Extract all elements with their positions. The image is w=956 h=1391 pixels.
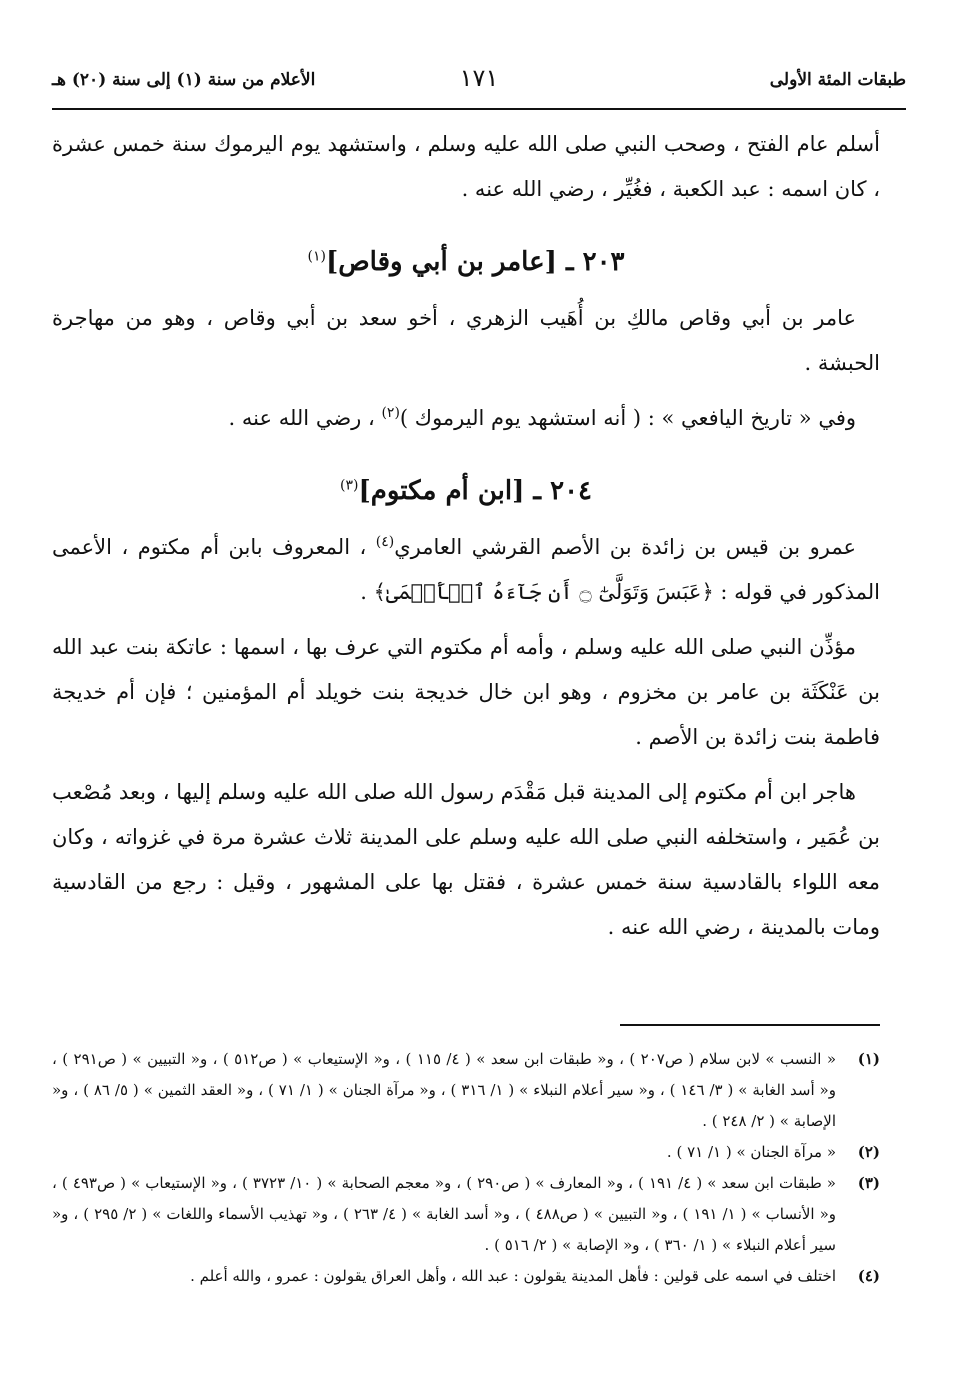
header-section-title: الأعلام من سنة (١) إلى سنة (٢٠) هـ: [52, 70, 316, 90]
footnote-number: (٤): [857, 1267, 880, 1285]
entry-204-paragraph-1-text: عمرو بن قيس بن زائدة بن الأصم القرشي العامري: [394, 535, 856, 559]
footnote-item: [52, 1044, 880, 1137]
entry-204-paragraph-1-end: ، المعروف بابن أم مكتوم ، الأعمى المذكور في قوله : ﴿عَبَسَ وَتَوَلَّىٰٓ ۝ أَن جَآءَهُ ٱلۡأَعۡمَىٰ﴾ .: [52, 535, 880, 604]
footnote-text: « النسب » لابن سلام ( ص٢٠٧ ) ، و« طبقات ابن سعد » ( ٤/ ١١٥ ) ، و« الإستيعاب » ( ص٥١٢ ) ، و« التبيين » ( ص٢٩١ ) ، و« أسد الغابة » ( ٣/ ١٤٦ ) ، و« سير أعلام النبلاء » ( ١/ ٣١٦ ) ، و« مرآة الجنان » ( ١/ ٧١ ) ، و« العقد الثمين » ( ٥/ ٨٦ ) ، و« الإصابة » ( ٢/ ٢٤٨ ) .: [52, 1050, 836, 1130]
footnote-item: [52, 1168, 880, 1261]
entry-204-paragraph-2: مؤذِّن النبي صلى الله عليه وسلم ، وأمه أم مكتوم التي عرف بها ، اسمها : عاتكة بنت عبد الله بن عَنْكَثَة بن عامر بن مخزوم ، وهو ابن خال خديجة بنت خويلد أم المؤمنين ؛ فإن أم خديجة فاطمة بنت زائدة بن الأصم .: [52, 635, 880, 749]
entry-203-title: [52, 240, 880, 284]
footnote-ref-2: (٢): [381, 405, 400, 421]
footnote-item: [52, 1137, 880, 1168]
footnote-text: اختلف في اسمه على قولين : فأهل المدينة يقولون : عبد الله ، وأهل العراق يقولون : عمرو ، والله أعلم .: [190, 1267, 836, 1285]
intro-paragraph: أسلم عام الفتح ، وصحب النبي صلى الله عليه وسلم ، واستشهد يوم اليرموك سنة خمس عشرة ، كان اسمه : عبد الكعبة ، فغُيِّر ، رضي الله عنه .: [52, 132, 880, 201]
entry-203-paragraph-2-text: وفي « تاريخ اليافعي » : ( أنه استشهد يوم اليرموك ): [399, 406, 856, 430]
entry-204-title: [52, 469, 880, 513]
entry-203-title-text: ٢٠٣ ـ [عامر بن أبي وقاص]: [325, 247, 625, 277]
entry-203-paragraph-1: عامر بن أبي وقاص مالكِ بن أُهَيب الزهري ، أخو سعد بن أبي وقاص ، وهو من مهاجرة الحبشة .: [52, 306, 880, 375]
footnote-text: « مرآة الجنان » ( ١/ ٧١ ) .: [666, 1143, 836, 1161]
running-header: [52, 64, 906, 104]
page-number: ١٧١: [459, 64, 499, 92]
entry-203-paragraph-2-end: ، رضي الله عنه .: [228, 406, 382, 430]
entry-204-paragraph-1: [52, 525, 880, 615]
footnote-text: « طبقات ابن سعد » ( ٤/ ١٩١ ) ، و« المعارف » ( ص٢٩٠ ) ، و« معجم الصحابة » ( ١٠/ ٣٧٢٣ ) ، و« الإستيعاب » ( ص٤٩٣ ) ، و« الأنساب » ( ١/ ١٩١ ) ، و« التبيين » ( ص٤٨٨ ) ، و« أسد الغابة » ( ٤/ ٢٦٣ ) ، و« تهذيب الأسماء واللغات » ( ٢/ ٢٩٥ ) ، و« سير أعلام النبلاء » ( ١/ ٣٦٠ ) ، و« الإصابة » ( ٢/ ٥١٦ ) .: [52, 1174, 837, 1254]
footnote-number: (٢): [857, 1143, 880, 1161]
entry-204-paragraph-3: هاجر ابن أم مكتوم إلى المدينة قبل مَقْدَم رسول الله صلى الله عليه وسلم إليها ، وبعد مُصْعب بن عُمَير ، واستخلفه النبي صلى الله عليه وسلم على المدينة ثلاث عشرة مرة في غزواته ، وكان معه اللواء بالقادسية سنة خمس عشرة ، فقتل بها على المشهور ، وقيل : رجع من القادسية ومات بالمدينة ، رضي الله عنه .: [52, 780, 880, 939]
footnote-item: [52, 1261, 880, 1292]
footnote-divider: [620, 1024, 880, 1026]
header-book-title: طبقات المئة الأولى: [769, 70, 906, 90]
entry-203-paragraph-2: [52, 396, 880, 441]
footnotes: [52, 1044, 880, 1292]
footnote-number: (١): [857, 1050, 880, 1068]
footnote-number: (٣): [857, 1174, 880, 1192]
footnote-ref-3: (٣): [339, 477, 359, 494]
footnote-ref-4: (٤): [375, 534, 395, 550]
footnote-ref-1: (١): [307, 248, 326, 265]
header-divider: [52, 108, 906, 110]
entry-204-title-text: ٢٠٤ ـ [ابن أم مكتوم]: [358, 476, 593, 506]
main-text: [52, 122, 880, 960]
